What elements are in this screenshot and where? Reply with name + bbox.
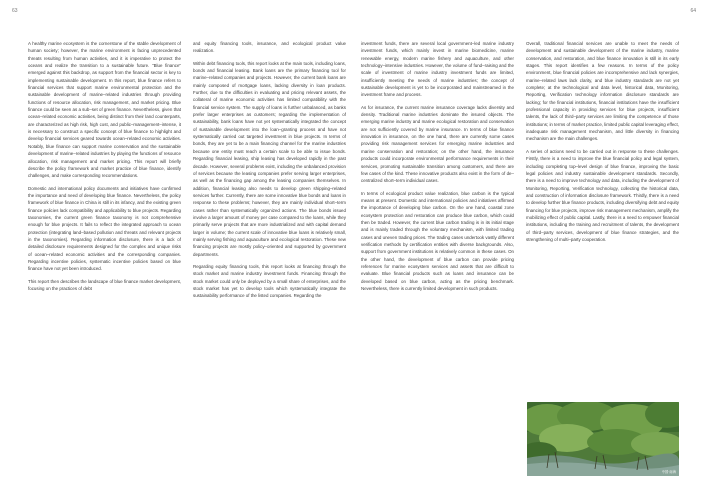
mangrove-photo bbox=[527, 402, 679, 476]
paragraph: and equity financing tools, insurance, and ecological product value realization. bbox=[193, 41, 346, 54]
paragraph: This report then describes the landscape of blue finance market development, focusing on the practices of debt bbox=[28, 278, 181, 291]
text-column-4 bbox=[526, 40, 679, 248]
mangrove-illustration bbox=[527, 402, 679, 476]
photo-caption: 中国·南海 bbox=[661, 470, 676, 474]
paragraph: A series of actions need to be carried out in response to these challenges. Firstly, there is a need to improve the blue financial policy and legal system, including completing top–level design of blue finance, improving the basic legal policies and industry sustainable development standards. Secondly, there is a need to improve technology and data, including the development of Monitoring, Reporting, Verification technology, collecting the historical data, and construction of information disclosure framework. Thirdly, there is a need to develop further blue finance products, including diversifying debt and equity financing for blue projects, improve risk management mechanism, amplify the mobilizing effect of public capital. Lastly, there is a need to empower financial institutions, including the training and recruitment of talents, the development of third–party services, development of blue finance strategies, and the strengthening of multi–party cooperation. bbox=[526, 148, 679, 242]
text-column-2 bbox=[193, 40, 346, 305]
paragraph: investment funds, there are several local government–led marine industry investment funds, which mainly invest in marine biomedicine, marine renewable energy, modern marine fishery and aquaculture, and other technology–intensive industries. However, the volume of fund–raising and the scale of investment of marine industry investment funds are limited, insufficiently meeting the needs of marine industries; the concept of sustainable development is yet to be incorporated and mainstreamed in the investment frame and process. bbox=[361, 41, 514, 98]
text-column-1 bbox=[28, 40, 181, 297]
paragraph: Regarding equity financing tools, this report looks at financing through the stock market and marine industry investment funds. Financing through the stock market could only be deployed by a small share of enterprises, and the stock market has yet to develop tools which systematically integrate the sustainability performance of the listed companies. Regarding the bbox=[193, 263, 346, 299]
paragraph: A healthy marine ecosystem is the cornerstone of the stable development of human society; however, the marine environment is facing unprecedented threats resulting from human activities, and it is imperative to protect the oceans and realize the transition to a sustainable future. "Blue finance" emerged against this backdrop, as support from the financial sector is key to implementing sustainable development. In this report, blue finance refers to financial services that support marine environmental protection and the sustainable development of marine–related industries through providing functions of resource allocation, risk management, and market pricing. Blue finance could be seen as a sub–set of green finance. Nevertheless, given that ocean–related economic activities, being distinct from their land counterparts, are characterized as high risk, high cost, and public–management–intense, it is necessary to construct a specific concept of blue finance to highlight and develop financial services geared towards ocean–related economic activities. Notably, blue finance can support marine conservation and the sustainable development of marine–related industries by playing the functions of resource allocation, risk management and market pricing. This report will briefly describe the policy framework and market practice of blue finance, identify challenges, and make corresponding recommendations. bbox=[28, 41, 181, 179]
paragraph: As for insurance, the current marine insurance coverage lacks diversity and density. Traditional marine industries dominate the insured objects. The emerging marine industry and marine ecological restoration and conservation are not sufficiently covered by marine insurance. In terms of blue finance innovation in insurance, on the one hand, there are currently some cases providing risk management services for emerging marine industries and marine conservation and restoration; on the other hand, the insurance products could incorporate environmental performance requirements in their services, promoting sustainable transition among customers, and there are few cases of the kind. These innovative products also exist in the form of de–centralized short–term individual cases. bbox=[361, 104, 514, 184]
page-number-left: 63 bbox=[12, 8, 18, 14]
paragraph: Domestic and international policy documents and initiatives have confirmed the importance and need of developing blue finance. Nevertheless, the policy framework of blue finance in China is still in its infancy, and the existing green finance policies lack compatibility and applicability to blue projects. Regarding taxonomies, the current green finance taxonomy is not comprehensive enough for blue projects. It fails to reflect the integrated approach to ocean protection (integrating land–based pollution and threats and relevant projects in the taxonomies). Regarding information disclosure, there is a lack of detailed disclosure requirements designed for the complex and unique risks of ocean–related economic activities and the corresponding companies. Regarding incentive policies, systematic incentive policies based on blue finance have not yet been introduced. bbox=[28, 185, 181, 272]
paragraph: Within debt financing tools, this report looks at the main tools, including loans, bonds and financial leasing. Bank loans are the primary financing tool for marine–related companies and projects. However, the current bank loans are mainly composed of mortgage loans, lacking diversity in loan products. Further, due to the difficulties in evaluating and pricing relevant assets, the collateral of marine economic activities has limited compatibility with the financial service system. The supply of loans is further unbalanced, as banks prefer larger enterprises as customers; regarding the implementation of sustainability, bank loans have not yet systematically integrated the concept of sustainable development into the loan–granting process and have not systematically carried out targeted investment in blue projects. In terms of bonds, they are yet to be a main financing channel for the marine industries because one entity must reach a certain scale to be able to issue bonds. Regarding financial leasing, ship leasing has developed rapidly in the past decade. However, several problems exist, including the unbalanced provision of services because the leasing companies prefer serving larger enterprises, as well as the financing gap among the leasing companies themselves. In addition, financial leasing also needs to develop green shipping–related services further. Currently, there are some innovative blue bonds and loans in response to these problems; however, they are mainly individual short–term cases rather than systematically organized actions. The blue bonds issued involve a larger amount of money per case compared to the loans, while they primarily serve projects that are more industrialized and with capital demand larger in volume; the current scale of innovative blue loans is relatively small, mainly serving fishing and aquaculture and ecological restoration. These new financing projects are mostly policy–oriented and supported by government departments. bbox=[193, 60, 346, 257]
paragraph: In terms of ecological product value realization, blue carbon is the typical means at present. Domestic and international policies and initiatives affirmed the importance of developing blue carbon. On the one hand, coastal zone ecosystem protection and restoration can produce blue carbon, which could then be traded. However, the current blue carbon trading is in its initial stage and is mainly traded through the voluntary mechanism, with limited trading cases and uneven trading prices. The trading cases undertook vastly different verification methods by certification entities with diverse backgrounds. Also, support from government institutions is relatively common in these cases. On the other hand, the development of blue carbon can provide pricing references for marine ecosystem services and assets that are difficult to evaluate. Blue financial products such as loans and insurance can be developed based on blue carbon, acting as the pricing benchmark. Nevertheless, there is currently limited development in such products. bbox=[361, 190, 514, 291]
paragraph: Overall, traditional financial services are unable to meet the needs of development and sustainable development of the marine industry, marine conservation, and restoration, and blue finance innovation is still in its early stages. This report identifies a few reasons. In terms of the policy environment, blue financial policies are incomprehensive and lack synergies, marine–related laws lack clarity, and blue industry standards are not yet complete; at the technological and data level, historical data, Monitoring, Reporting, Verification technology information disclosure standards are lacking; for the financial institutions, financial institutions have the insufficient professional capacity in providing services for blue projects, insufficient talents, the lack of third–party services are limiting the competence of those institutions; in terms of market practice, limited public capital leveraging effect, inadequate risk management mechanism, and little diversity in financing mechanism are the main challenges. bbox=[526, 41, 679, 142]
page-number-right: 64 bbox=[690, 8, 696, 14]
text-column-3 bbox=[361, 40, 514, 297]
